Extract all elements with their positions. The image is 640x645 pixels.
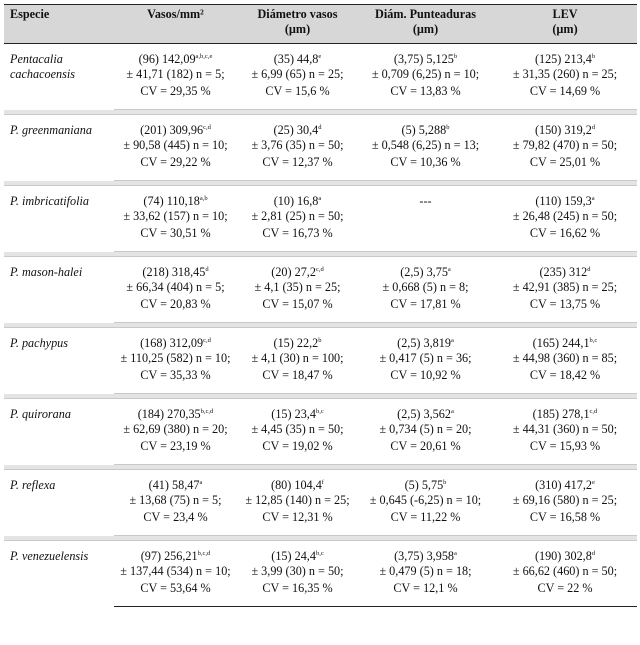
diameter-value-cell bbox=[237, 541, 358, 582]
lev-value-cell bbox=[493, 257, 637, 298]
diameter-value-cell bbox=[237, 257, 358, 298]
lev-cv: CV = 13,75 % bbox=[493, 297, 637, 323]
pits-cv: CV = 10,92 % bbox=[358, 368, 493, 394]
header-diameter bbox=[237, 5, 358, 44]
diameter-value-cell bbox=[237, 44, 358, 85]
diameter-significance-letters: b,c bbox=[315, 407, 324, 415]
species-name: P. quirorana bbox=[10, 407, 71, 421]
lev-cv: CV = 18,42 % bbox=[493, 368, 637, 394]
diameter-significance-letters: e bbox=[318, 52, 322, 60]
table-row bbox=[4, 470, 637, 511]
species-cell bbox=[4, 44, 114, 110]
vessels-significance-letters: a,b,c,e bbox=[195, 52, 213, 60]
vessels-significance-letters: d bbox=[205, 265, 209, 273]
diameter-mean: (15) 24,4 bbox=[271, 549, 316, 563]
vessels-value-cell bbox=[114, 399, 237, 440]
pits-mean: (3,75) 3,958 bbox=[394, 549, 455, 563]
species-cell bbox=[4, 115, 114, 181]
vessels-cv: CV = 30,51 % bbox=[114, 226, 237, 252]
table-row bbox=[4, 115, 637, 156]
vessels-mean: (97) 256,21 bbox=[140, 549, 198, 563]
species-cell bbox=[4, 541, 114, 607]
vessels-significance-letters: a bbox=[199, 478, 203, 486]
lev-cv: CV = 25,01 % bbox=[493, 155, 637, 181]
lev-cv: CV = 14,69 % bbox=[493, 84, 637, 110]
vessels-value-cell bbox=[114, 328, 237, 369]
diameter-sd: ± 3,99 (30) n = 50; bbox=[251, 564, 344, 578]
vessels-mean: (168) 312,09 bbox=[140, 336, 204, 350]
table-header bbox=[4, 5, 637, 44]
vessels-significance-letters: b,c,d bbox=[197, 549, 211, 557]
lev-mean: (110) 159,3 bbox=[535, 194, 592, 208]
pits-sd: ± 0,668 (5) n = 8; bbox=[382, 280, 469, 294]
vessels-mean: (74) 110,18 bbox=[143, 194, 200, 208]
table-row bbox=[4, 399, 637, 440]
pits-mean: (2,5) 3,819 bbox=[397, 336, 451, 350]
pits-mean: (5) 5,75 bbox=[404, 478, 444, 492]
vessels-mean: (201) 309,96 bbox=[140, 123, 204, 137]
pits-cv: CV = 17,81 % bbox=[358, 297, 493, 323]
species-cell bbox=[4, 257, 114, 323]
pits-significance-letters: b bbox=[443, 478, 447, 486]
lev-sd: ± 79,82 (470) n = 50; bbox=[512, 138, 618, 152]
header-lev-line2: (µm) bbox=[552, 22, 578, 36]
vessels-sd: ± 110,25 (582) n = 10; bbox=[120, 351, 231, 365]
pits-cv: CV = 11,22 % bbox=[358, 510, 493, 536]
diameter-sd: ± 4,45 (35) n = 50; bbox=[251, 422, 344, 436]
vessels-significance-letters: b,c,d bbox=[200, 407, 214, 415]
vessels-sd: ± 66,34 (404) n = 5; bbox=[126, 280, 225, 294]
lev-significance-letters: d bbox=[591, 123, 596, 131]
vessels-value-cell bbox=[114, 115, 237, 156]
lev-value-cell bbox=[493, 470, 637, 511]
header-species: Especie bbox=[4, 5, 114, 44]
diameter-value-cell bbox=[237, 328, 358, 369]
diameter-sd: ± 4,1 (30) n = 100; bbox=[251, 351, 344, 365]
diameter-significance-letters: a bbox=[318, 194, 322, 202]
vessels-sd: ± 41,71 (182) n = 5; bbox=[126, 67, 225, 81]
species-cell bbox=[4, 328, 114, 394]
pits-value-cell bbox=[358, 44, 493, 85]
diameter-value-cell bbox=[237, 186, 358, 227]
diameter-cv: CV = 19,02 % bbox=[237, 439, 358, 465]
pits-significance-letters: a bbox=[447, 265, 451, 273]
diameter-mean: (15) 22,2 bbox=[273, 336, 319, 350]
pits-mean: (5) 5,288 bbox=[401, 123, 447, 137]
species-name: Pentacalia bbox=[10, 52, 63, 66]
lev-mean: (235) 312 bbox=[539, 265, 588, 279]
diameter-cv: CV = 15,07 % bbox=[237, 297, 358, 323]
vessels-sd: ± 90,58 (445) n = 10; bbox=[123, 138, 228, 152]
lev-sd: ± 69,16 (580) n = 25; bbox=[512, 493, 618, 507]
table-row bbox=[4, 541, 637, 582]
lev-value-cell bbox=[493, 399, 637, 440]
vessels-cv: CV = 23,4 % bbox=[114, 510, 237, 536]
lev-cv: CV = 16,62 % bbox=[493, 226, 637, 252]
lev-mean: (185) 278,1 bbox=[532, 407, 590, 421]
lev-mean: (125) 213,4 bbox=[534, 52, 592, 66]
table-row bbox=[4, 44, 637, 85]
vessels-sd: ± 33,62 (157) n = 10; bbox=[123, 209, 228, 223]
pits-value-cell bbox=[358, 541, 493, 582]
diameter-significance-letters: f bbox=[321, 478, 324, 486]
pits-significance-letters: a bbox=[450, 407, 454, 415]
vessels-value-cell bbox=[114, 44, 237, 85]
pits-significance-letters: a bbox=[454, 549, 457, 557]
species-cell bbox=[4, 470, 114, 536]
vessels-sd: ± 13,68 (75) n = 5; bbox=[129, 493, 222, 507]
diameter-value-cell bbox=[237, 399, 358, 440]
diameter-mean: (35) 44,8 bbox=[273, 52, 319, 66]
lev-significance-letters: d bbox=[587, 265, 591, 273]
diameter-mean: (10) 16,8 bbox=[273, 194, 319, 208]
vessels-mean: (218) 318,45 bbox=[142, 265, 206, 279]
table-row bbox=[4, 186, 637, 227]
vessels-significance-letters: a,b bbox=[199, 194, 208, 202]
diameter-significance-letters: c,d bbox=[315, 265, 324, 273]
anatomy-table bbox=[4, 4, 637, 607]
lev-mean: (310) 417,2 bbox=[535, 478, 592, 492]
diameter-cv: CV = 15,6 % bbox=[237, 84, 358, 110]
diameter-sd: ± 12,85 (140) n = 25; bbox=[245, 493, 350, 507]
species-name: P. venezuelensis bbox=[10, 549, 89, 563]
lev-significance-letters: e bbox=[591, 478, 595, 486]
lev-cv: CV = 16,58 % bbox=[493, 510, 637, 536]
diameter-sd: ± 3,76 (35) n = 50; bbox=[251, 138, 344, 152]
species-name: P. reflexa bbox=[10, 478, 56, 492]
header-pits bbox=[358, 5, 493, 44]
vessels-mean: (41) 58,47 bbox=[148, 478, 200, 492]
vessels-significance-letters: c,d bbox=[203, 123, 211, 131]
vessels-value-cell bbox=[114, 470, 237, 511]
vessels-cv: CV = 20,83 % bbox=[114, 297, 237, 323]
pits-value-cell bbox=[358, 115, 493, 156]
header-diameter-line2: (µm) bbox=[284, 22, 311, 36]
header-diameter-line1: Diámetro vasos bbox=[257, 7, 338, 21]
header-pits-line1: Diám. Punteaduras bbox=[375, 7, 476, 21]
vessels-value-cell bbox=[114, 186, 237, 227]
pits-sd: ± 0,479 (5) n = 18; bbox=[379, 564, 472, 578]
table-body bbox=[4, 44, 637, 607]
pits-sd: ± 0,645 (-6,25) n = 10; bbox=[369, 493, 482, 507]
lev-value-cell bbox=[493, 541, 637, 582]
pits-value-cell bbox=[358, 257, 493, 298]
species-name: P. mason-halei bbox=[10, 265, 83, 279]
vessels-mean: (96) 142,09 bbox=[138, 52, 196, 66]
vessels-cv: CV = 29,35 % bbox=[114, 84, 237, 110]
pits-cv: CV = 12,1 % bbox=[358, 581, 493, 607]
vessels-significance-letters: c,d bbox=[203, 336, 211, 344]
lev-mean: (150) 319,2 bbox=[534, 123, 592, 137]
diameter-significance-letters: b,c bbox=[315, 549, 324, 557]
lev-value-cell bbox=[493, 115, 637, 156]
lev-sd: ± 66,62 (460) n = 50; bbox=[512, 564, 618, 578]
vessels-cv: CV = 23,19 % bbox=[114, 439, 237, 465]
header-lev bbox=[493, 5, 637, 44]
species-name: P. imbricatifolia bbox=[10, 194, 89, 208]
table-row bbox=[4, 257, 637, 298]
pits-mean: (2,5) 3,562 bbox=[397, 407, 451, 421]
lev-sd: ± 26,48 (245) n = 50; bbox=[512, 209, 618, 223]
pits-value-cell bbox=[358, 186, 493, 227]
pits-significance-letters: a bbox=[450, 336, 454, 344]
lev-significance-letters: a bbox=[591, 194, 595, 202]
vessels-sd: ± 62,69 (380) n = 20; bbox=[123, 422, 228, 436]
pits-value-cell bbox=[358, 328, 493, 369]
species-name: P. greenmaniana bbox=[10, 123, 92, 137]
diameter-cv: CV = 16,35 % bbox=[237, 581, 358, 607]
pits-cv: CV = 20,61 % bbox=[358, 439, 493, 465]
lev-sd: ± 44,31 (360) n = 50; bbox=[512, 422, 618, 436]
diameter-mean: (20) 27,2 bbox=[271, 265, 316, 279]
diameter-cv: CV = 18,47 % bbox=[237, 368, 358, 394]
lev-mean: (165) 244,1 bbox=[532, 336, 590, 350]
lev-significance-letters: b,c bbox=[589, 336, 598, 344]
pits-sd: ± 0,734 (5) n = 20; bbox=[379, 422, 472, 436]
diameter-mean: (15) 23,4 bbox=[271, 407, 316, 421]
pits-sd: ± 0,417 (5) n = 36; bbox=[379, 351, 472, 365]
species-cell bbox=[4, 186, 114, 252]
vessels-value-cell bbox=[114, 257, 237, 298]
header-lev-line1: LEV bbox=[552, 7, 578, 21]
lev-significance-letters: c,d bbox=[589, 407, 598, 415]
pits-significance-letters: b bbox=[446, 123, 450, 131]
pits-mean: --- bbox=[419, 194, 432, 208]
pits-cv bbox=[358, 226, 493, 252]
diameter-sd: ± 6,99 (65) n = 25; bbox=[251, 67, 344, 81]
diameter-sd: ± 2,81 (25) n = 50; bbox=[251, 209, 344, 223]
pits-value-cell bbox=[358, 399, 493, 440]
pits-mean: (2,5) 3,75 bbox=[400, 265, 448, 279]
pits-significance-letters: b bbox=[453, 52, 458, 60]
diameter-value-cell bbox=[237, 470, 358, 511]
diameter-mean: (25) 30,4 bbox=[273, 123, 319, 137]
vessels-cv: CV = 29,22 % bbox=[114, 155, 237, 181]
lev-cv: CV = 15,93 % bbox=[493, 439, 637, 465]
vessels-mean: (184) 270,35 bbox=[137, 407, 201, 421]
lev-value-cell bbox=[493, 328, 637, 369]
lev-value-cell bbox=[493, 186, 637, 227]
vessels-cv: CV = 53,64 % bbox=[114, 581, 237, 607]
lev-cv: CV = 22 % bbox=[493, 581, 637, 607]
diameter-cv: CV = 16,73 % bbox=[237, 226, 358, 252]
vessels-cv: CV = 35,33 % bbox=[114, 368, 237, 394]
pits-cv: CV = 13,83 % bbox=[358, 84, 493, 110]
diameter-cv: CV = 12,31 % bbox=[237, 510, 358, 536]
lev-sd: ± 42,91 (385) n = 25; bbox=[512, 280, 618, 294]
lev-value-cell bbox=[493, 44, 637, 85]
species-cell bbox=[4, 399, 114, 465]
diameter-sd: ± 4,1 (35) n = 25; bbox=[254, 280, 341, 294]
pits-sd: ± 0,548 (6,25) n = 13; bbox=[371, 138, 480, 152]
vessels-sd: ± 137,44 (534) n = 10; bbox=[120, 564, 231, 578]
species-name-line2: cachacoensis bbox=[10, 67, 75, 81]
lev-sd: ± 31,35 (260) n = 25; bbox=[512, 67, 618, 81]
lev-mean: (190) 302,8 bbox=[534, 549, 592, 563]
species-name: P. pachypus bbox=[10, 336, 68, 350]
pits-cv: CV = 10,36 % bbox=[358, 155, 493, 181]
vessels-value-cell bbox=[114, 541, 237, 582]
diameter-cv: CV = 12,37 % bbox=[237, 155, 358, 181]
pits-sd: ± 0,709 (6,25) n = 10; bbox=[371, 67, 480, 81]
header-vessels: Vasos/mm² bbox=[114, 5, 237, 44]
table-row bbox=[4, 328, 637, 369]
diameter-significance-letters: b bbox=[318, 336, 322, 344]
lev-significance-letters: b bbox=[591, 52, 596, 60]
diameter-significance-letters: d bbox=[318, 123, 322, 131]
pits-mean: (3,75) 5,125 bbox=[393, 52, 454, 66]
lev-sd: ± 44,98 (360) n = 85; bbox=[512, 351, 618, 365]
pits-value-cell bbox=[358, 470, 493, 511]
diameter-mean: (80) 104,4 bbox=[271, 478, 322, 492]
header-pits-line2: (µm) bbox=[412, 22, 439, 36]
lev-significance-letters: d bbox=[591, 549, 596, 557]
diameter-value-cell bbox=[237, 115, 358, 156]
